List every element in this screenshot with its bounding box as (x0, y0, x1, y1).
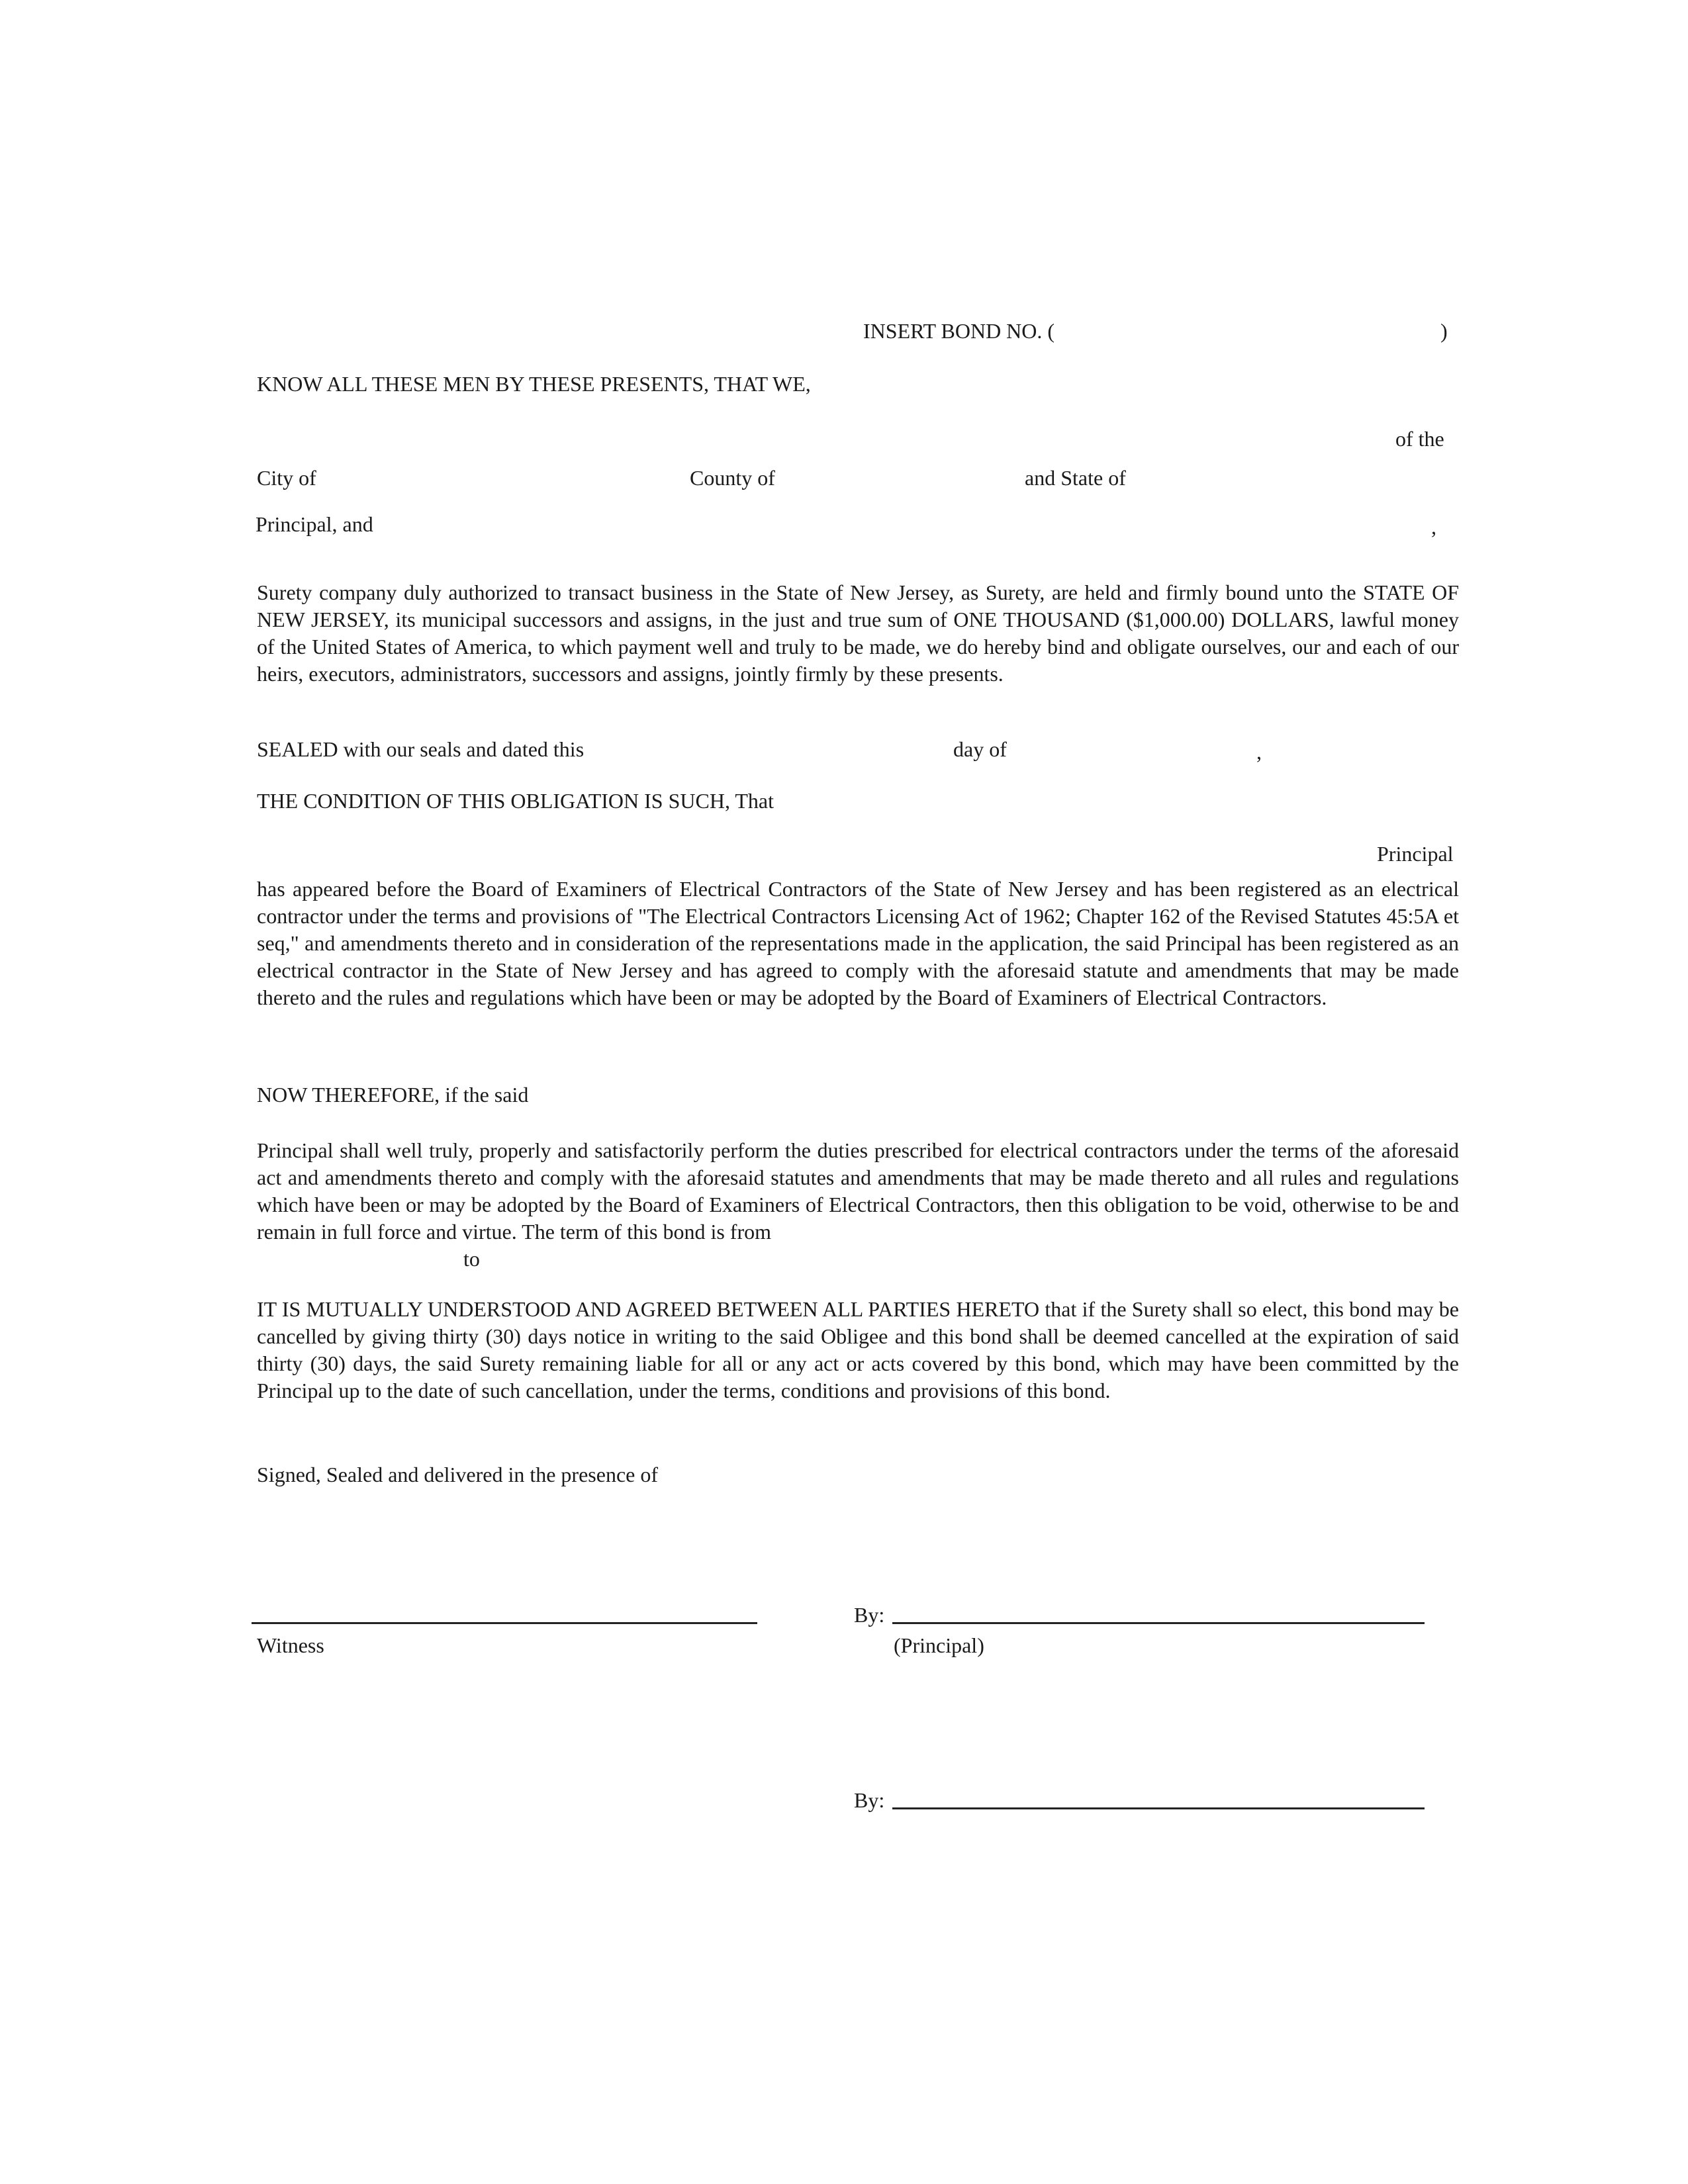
condition-heading: THE CONDITION OF THIS OBLIGATION IS SUCH, That (257, 789, 774, 813)
surety-paragraph: Surety company duly authorized to transact business in the State of New Jersey, as Surety, are held and firmly bound unto the STATE OF NEW JERSEY, its municipal successors and assigns, in the just and true sum of ONE THOUSAND ($1,000.00) DOLLARS, lawful money of the United States of America, to which payment well and truly to be made, we do hereby bind and obligate ourselves, our and each of our heirs, executors, administrators, successors and assigns, jointly firmly by these presents. (257, 580, 1459, 686)
mutual-paragraph: IT IS MUTUALLY UNDERSTOOD AND AGREED BETWEEN ALL PARTIES HERETO that if the Surety shall so elect, this bond may be cancelled by giving thirty (30) days notice in writing to the said Obligee and this bond shall be deemed cancelled at the expiration of said thirty (30) days, the said Surety remaining liable for all or any act or acts covered by this bond, which may have been committed by the Principal up to the date of such cancellation, under the terms, conditions and provisions of this bond. (257, 1297, 1459, 1402)
bond-number-label: INSERT BOND NO. ( (863, 319, 1055, 343)
principal-label: Principal (1377, 842, 1454, 866)
now-therefore-paragraph: Principal shall well truly, properly and satisfactorily perform the duties prescribed for electrical contractors under the terms of the aforesaid act and amendments thereto and comply with the aforesaid statutes and amendments that may be made thereto and all rules and regulations which have been or may be adopted by the Board of Examiners of Electrical Contractors, then this obligation to be void, otherwise to be and remain in full force and virtue. The term of this bond is from (257, 1138, 1459, 1244)
of-the-label: of the (1395, 427, 1444, 451)
principal-signature-line[interactable] (892, 1622, 1425, 1624)
sealed-text: SEALED with our seals and dated this (257, 737, 585, 761)
county-label: County of (690, 466, 775, 490)
bond-number-close: ) (1440, 319, 1448, 343)
day-of-label: day of (953, 737, 1007, 761)
by-label-surety: By: (854, 1788, 885, 1812)
witness-signature-line[interactable] (252, 1622, 757, 1624)
principal-comma: , (1431, 515, 1436, 539)
by-label-principal: By: (854, 1603, 885, 1627)
surety-signature-line[interactable] (892, 1807, 1425, 1809)
state-label: and State of (1025, 466, 1126, 490)
sealed-comma: , (1256, 740, 1262, 764)
term-to-label: to (463, 1247, 480, 1271)
condition-paragraph: has appeared before the Board of Examiners of Electrical Contractors of the State of New Jersey and has been registered as an electrical contractor under the terms and provisions of "The Electrical Contractors Licensing Act of 1962; Chapter 162 of the Revised Statutes 45:5A et seq," and amendments thereto and in consideration of the representations made in the application, the said Principal has been registered as an electrical contractor in the State of New Jersey and has agreed to comply with the aforesaid statute and amendments that may be made thereto and the rules and regulations which have been or may be adopted by the Board of Examiners of Electrical Contractors. (257, 877, 1459, 1009)
principal-caption: (Principal) (894, 1633, 984, 1657)
now-therefore-heading: NOW THEREFORE, if the said (257, 1083, 529, 1107)
witness-caption: Witness (257, 1633, 324, 1657)
principal-and-label: Principal, and (256, 512, 373, 536)
city-label: City of (257, 466, 316, 490)
know-all-heading: KNOW ALL THESE MEN BY THESE PRESENTS, THAT WE, (257, 372, 811, 396)
signed-sealed-text: Signed, Sealed and delivered in the presence of (257, 1463, 658, 1486)
